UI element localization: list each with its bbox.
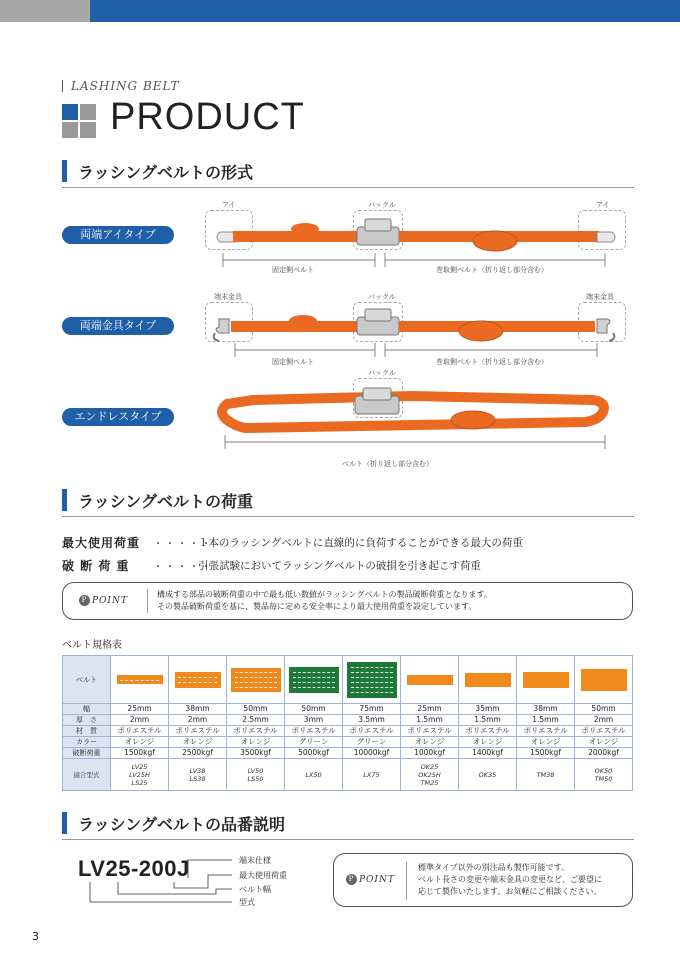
row-label-color: カラー	[63, 737, 111, 748]
model-code: LS25	[131, 778, 148, 787]
spec-cell-color: オレンジ	[459, 737, 517, 748]
point-text	[157, 589, 492, 613]
buckle-label: バックル	[368, 369, 396, 377]
row-label-belt: ベルト	[63, 656, 111, 704]
section-heading-partno	[62, 810, 634, 840]
end-label-right: アイ	[596, 201, 610, 209]
spec-cell-models	[111, 759, 169, 791]
point-logo	[79, 595, 128, 606]
spec-cell-material: ポリエステル	[169, 726, 227, 737]
belt-swatch	[581, 669, 627, 691]
header-bar-gray	[0, 0, 90, 22]
point-line: 応じて製作いたします。お気軽にご相談ください。	[418, 887, 602, 896]
model-code: TM50	[594, 774, 613, 783]
spec-cell-material: ポリエステル	[575, 726, 633, 737]
model-code: TM25	[420, 778, 439, 787]
spec-cell-break-load: 2000kgf	[575, 748, 633, 759]
fixed-side-label: 固定側ベルト	[272, 266, 314, 274]
spec-cell-color: グリーン	[285, 737, 343, 748]
end-label-left: 端末金具	[214, 293, 242, 301]
point-box-load	[62, 582, 633, 620]
belt-spec-table	[62, 655, 633, 791]
header-bar-blue	[90, 0, 680, 22]
point-line: 構成する部品の破断荷重の中で最も低い数値がラッシングベルトの製品破断荷重となります。	[157, 590, 492, 599]
definition-dots: ・・・・・	[153, 539, 213, 550]
model-code: LS38	[189, 774, 206, 783]
heading-bar	[62, 160, 67, 182]
row-label-thickness: 厚 さ	[63, 715, 111, 726]
point-logo-text: POINT	[92, 596, 128, 606]
belt-swatch	[347, 662, 397, 698]
belt-swatch	[289, 667, 339, 693]
belt-swatch-cell	[227, 656, 285, 704]
spec-cell-models	[343, 759, 401, 791]
spec-cell-break-load: 1500kgf	[111, 748, 169, 759]
row-label-break-load: 破断荷重	[63, 748, 111, 759]
spec-cell-break-load: 3500kgf	[227, 748, 285, 759]
spec-cell-width: 75mm	[343, 704, 401, 715]
spec-cell-width: 38mm	[169, 704, 227, 715]
belt-swatch-cell	[459, 656, 517, 704]
definition-dots: ・・・・・	[153, 562, 213, 573]
spec-cell-width: 50mm	[227, 704, 285, 715]
spec-cell-thickness: 1.5mm	[401, 715, 459, 726]
spec-cell-color: オレンジ	[517, 737, 575, 748]
definition-term-break-load: 破 断 荷 重	[62, 559, 130, 573]
part-number-label: 型式	[239, 898, 255, 907]
spec-cell-thickness: 2mm	[169, 715, 227, 726]
spec-cell-models	[575, 759, 633, 791]
type-label-endless: エンドレスタイプ	[62, 408, 174, 426]
section-title: ラッシングベルトの荷重	[78, 492, 253, 511]
row-label-models: 適合型式	[63, 759, 111, 791]
point-line: 標準タイプ以外の別注品も製作可能です。	[418, 863, 569, 872]
belt-swatch-cell	[401, 656, 459, 704]
type-label-eye: 両端アイタイプ	[62, 226, 174, 244]
spec-cell-material: ポリエステル	[227, 726, 285, 737]
definition-desc-break-load: 引張試験においてラッシングベルトの破損を引き起こす荷重	[198, 560, 481, 572]
spec-cell-models	[401, 759, 459, 791]
point-box-partno	[333, 853, 633, 907]
model-code: LV25H	[129, 770, 150, 779]
page-title: PRODUCT	[110, 96, 305, 138]
belt-swatch-cell	[517, 656, 575, 704]
spec-cell-material: ポリエステル	[285, 726, 343, 737]
point-line: その製品破断荷重を基に、製品毎に定める安全率により最大使用荷重を設定しています。	[157, 602, 477, 611]
spec-cell-break-load: 5000kgf	[285, 748, 343, 759]
point-logo-text: POINT	[359, 875, 395, 885]
spec-cell-break-load: 2500kgf	[169, 748, 227, 759]
point-line: ベルト長さの変更や端末金具の変更など、ご要望に	[418, 875, 602, 884]
belt-note-label: ベルト（折り返し部分含む）	[342, 460, 433, 468]
row-label-width: 幅	[63, 704, 111, 715]
section-title: ラッシングベルトの品番説明	[78, 815, 285, 834]
product-grid-icon	[62, 104, 96, 138]
spec-cell-width: 50mm	[285, 704, 343, 715]
model-code: OK25	[420, 762, 439, 771]
model-code: LV25	[131, 762, 148, 771]
spec-cell-break-load: 1000kgf	[401, 748, 459, 759]
spec-cell-models	[459, 759, 517, 791]
spec-cell-width: 25mm	[401, 704, 459, 715]
belt-swatch-cell	[169, 656, 227, 704]
spec-cell-thickness: 2mm	[111, 715, 169, 726]
model-code: LX50	[305, 770, 322, 779]
part-number-label: 最大使用荷重	[239, 871, 287, 880]
belt-swatch-cell	[285, 656, 343, 704]
spec-cell-models	[285, 759, 343, 791]
eye-type-belt-illustration	[205, 205, 630, 275]
fixed-side-label: 固定側ベルト	[272, 358, 314, 366]
section-title: ラッシングベルトの形式	[78, 163, 253, 182]
heading-bar	[62, 812, 67, 834]
definition-desc-max-load: １本のラッシングベルトに直線的に負荷することができる最大の荷重	[198, 537, 523, 549]
spec-cell-models	[227, 759, 285, 791]
spec-cell-width: 25mm	[111, 704, 169, 715]
spec-cell-thickness: 3.5mm	[343, 715, 401, 726]
spec-cell-color: オレンジ	[227, 737, 285, 748]
model-code: LS50	[247, 774, 264, 783]
belt-swatch-cell	[343, 656, 401, 704]
buckle-label: バックル	[368, 201, 396, 209]
page-number: 3	[32, 930, 39, 943]
spec-cell-thickness: 2mm	[575, 715, 633, 726]
model-code: OK35	[478, 770, 497, 779]
spec-cell-thickness: 2.5mm	[227, 715, 285, 726]
end-label-left: アイ	[222, 201, 236, 209]
brand-logo: LASHING BELT	[62, 80, 180, 92]
spec-cell-models	[169, 759, 227, 791]
spec-cell-color: オレンジ	[401, 737, 459, 748]
definition-term-max-load: 最大使用荷重	[62, 536, 141, 550]
spec-cell-break-load: 1500kgf	[517, 748, 575, 759]
belt-swatch-cell	[111, 656, 169, 704]
belt-swatch	[175, 672, 221, 688]
belt-swatch	[465, 673, 511, 687]
divider	[406, 862, 407, 900]
point-icon: P	[79, 595, 90, 606]
spec-cell-material: ポリエステル	[343, 726, 401, 737]
model-code: LX75	[363, 770, 380, 779]
belt-swatch-cell	[575, 656, 633, 704]
divider	[147, 589, 148, 613]
model-code: OK25H	[418, 770, 441, 779]
part-number-label: 端末仕様	[239, 856, 271, 865]
spec-cell-models	[517, 759, 575, 791]
spec-cell-thickness: 1.5mm	[517, 715, 575, 726]
belt-swatch	[117, 675, 163, 684]
endless-type-belt-illustration	[215, 380, 615, 460]
spec-cell-color: オレンジ	[169, 737, 227, 748]
wind-side-label: 巻取側ベルト（折り返し部分含む）	[436, 266, 548, 274]
spec-cell-color: グリーン	[343, 737, 401, 748]
wind-side-label: 巻取側ベルト（折り返し部分含む）	[436, 358, 548, 366]
spec-cell-break-load: 1400kgf	[459, 748, 517, 759]
model-code: TM38	[536, 770, 555, 779]
spec-cell-material: ポリエステル	[517, 726, 575, 737]
spec-cell-break-load: 10000kgf	[343, 748, 401, 759]
spec-cell-width: 38mm	[517, 704, 575, 715]
hook-type-belt-illustration	[205, 297, 630, 367]
spec-cell-material: ポリエステル	[459, 726, 517, 737]
part-number-example: LV25-200J	[78, 856, 190, 881]
point-icon: P	[346, 874, 357, 885]
model-code: OK50	[594, 766, 613, 775]
section-heading-types	[62, 158, 634, 188]
spec-cell-color: オレンジ	[575, 737, 633, 748]
belt-swatch	[523, 672, 569, 688]
section-heading-load	[62, 487, 634, 517]
buckle-label: バックル	[368, 293, 396, 301]
type-label-hook: 両端金具タイプ	[62, 317, 174, 335]
spec-cell-thickness: 1.5mm	[459, 715, 517, 726]
part-number-label: ベルト幅	[239, 885, 271, 894]
spec-cell-material: ポリエステル	[401, 726, 459, 737]
point-logo	[346, 874, 395, 885]
model-code: LV50	[247, 766, 264, 775]
spec-cell-width: 50mm	[575, 704, 633, 715]
part-number-leader-lines	[78, 852, 238, 908]
model-code: LV38	[189, 766, 206, 775]
heading-bar	[62, 489, 67, 511]
end-label-right: 端末金具	[586, 293, 614, 301]
spec-cell-material: ポリエステル	[111, 726, 169, 737]
belt-swatch	[231, 668, 281, 692]
spec-cell-color: オレンジ	[111, 737, 169, 748]
spec-cell-width: 35mm	[459, 704, 517, 715]
belt-swatch	[407, 675, 453, 685]
spec-table-caption: ベルト規格表	[62, 640, 122, 651]
spec-cell-thickness: 3mm	[285, 715, 343, 726]
point-text	[418, 862, 602, 898]
row-label-material: 材 質	[63, 726, 111, 737]
